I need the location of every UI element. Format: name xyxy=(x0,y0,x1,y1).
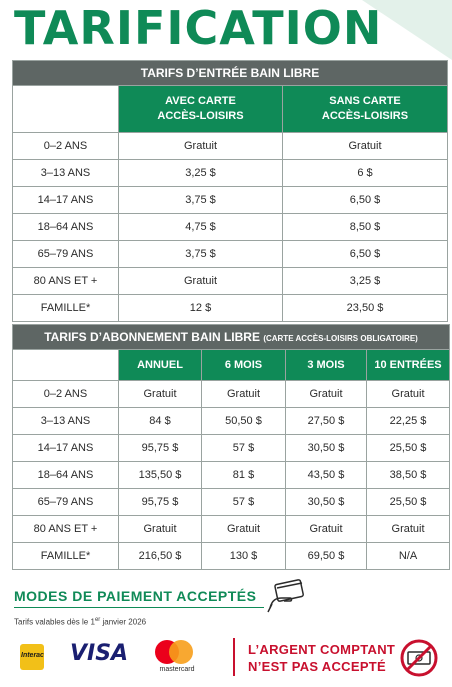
subscription-price: 22,25 $ xyxy=(367,408,450,435)
price-avec-carte: 4,75 $ xyxy=(119,214,283,241)
subscription-price: 50,50 $ xyxy=(202,408,286,435)
table-row xyxy=(13,381,450,408)
red-separator xyxy=(233,638,235,676)
subscription-price: Gratuit xyxy=(119,381,202,408)
validity-note: Tarifs valables dès le 1er janvier 2026 xyxy=(14,617,147,627)
subscription-price: 30,50 $ xyxy=(286,435,367,462)
row-label: 18–64 ANS xyxy=(13,214,119,241)
mastercard-label: mastercard xyxy=(159,666,195,673)
table-row xyxy=(13,295,448,322)
row-label: 18–64 ANS xyxy=(13,462,119,489)
col-header-sans-carte xyxy=(283,86,448,133)
col-header-3-mois: 3 MOIS xyxy=(286,350,367,381)
subscription-price: 57 $ xyxy=(202,435,286,462)
banner-note: (CARTE ACCÈS-LOISIRS OBLIGATOIRE) xyxy=(263,334,418,343)
table-row xyxy=(13,133,448,160)
row-label: 65–79 ANS xyxy=(13,489,119,516)
subscription-price: Gratuit xyxy=(286,381,367,408)
no-cash-line2: N’EST PAS ACCEPTÉ xyxy=(248,659,387,674)
payment-title: MODES DE PAIEMENT ACCEPTÉS xyxy=(14,588,257,604)
price-sans-carte: 3,25 $ xyxy=(283,268,448,295)
price-avec-carte: 3,75 $ xyxy=(119,187,283,214)
table-row xyxy=(13,268,448,295)
subscription-table-banner xyxy=(13,325,450,350)
subscription-price: 81 $ xyxy=(202,462,286,489)
row-label: 3–13 ANS xyxy=(13,408,119,435)
subscription-price: 135,50 $ xyxy=(119,462,202,489)
table-row xyxy=(13,435,450,462)
col-header-6-mois: 6 MOIS xyxy=(202,350,286,381)
row-label: 0–2 ANS xyxy=(13,133,119,160)
card-payment-icon xyxy=(264,578,308,614)
banner-text: TARIFS D’ABONNEMENT BAIN LIBRE xyxy=(44,330,260,344)
subscription-rates-table xyxy=(12,324,450,570)
entry-table-banner: TARIFS D’ENTRÉE BAIN LIBRE xyxy=(13,61,448,86)
no-cash-notice xyxy=(248,641,395,675)
table-row xyxy=(13,543,450,570)
subscription-price: 30,50 $ xyxy=(286,489,367,516)
empty-header-cell xyxy=(13,86,119,133)
row-label: FAMILLE* xyxy=(13,295,119,322)
entry-rates-table xyxy=(12,60,448,322)
subscription-price: 84 $ xyxy=(119,408,202,435)
subscription-price: Gratuit xyxy=(286,516,367,543)
price-avec-carte: 3,25 $ xyxy=(119,160,283,187)
table-row xyxy=(13,160,448,187)
price-avec-carte: Gratuit xyxy=(119,268,283,295)
row-label: FAMILLE* xyxy=(13,543,119,570)
row-label: 80 ANS ET + xyxy=(13,268,119,295)
price-sans-carte: Gratuit xyxy=(283,133,448,160)
subscription-price: N/A xyxy=(367,543,450,570)
table-row xyxy=(13,489,450,516)
price-sans-carte: 23,50 $ xyxy=(283,295,448,322)
subscription-price: 95,75 $ xyxy=(119,489,202,516)
table-row xyxy=(13,516,450,543)
table-row xyxy=(13,241,448,268)
col-header-line: AVEC CARTE xyxy=(165,95,236,107)
col-header-10-entrees: 10 ENTRÉES xyxy=(367,350,450,381)
subscription-price: 25,50 $ xyxy=(367,489,450,516)
price-avec-carte: 3,75 $ xyxy=(119,241,283,268)
row-label: 65–79 ANS xyxy=(13,241,119,268)
subscription-price: Gratuit xyxy=(367,516,450,543)
interac-logo xyxy=(20,644,44,670)
visa-logo: VISA xyxy=(70,641,129,666)
price-avec-carte: Gratuit xyxy=(119,133,283,160)
empty-header-cell xyxy=(13,350,119,381)
col-header-line: ACCÈS-LOISIRS xyxy=(321,110,409,122)
subscription-price: 216,50 $ xyxy=(119,543,202,570)
subscription-price: 130 $ xyxy=(202,543,286,570)
subscription-price: 27,50 $ xyxy=(286,408,367,435)
payment-divider xyxy=(14,607,264,608)
mastercard-orange-circle xyxy=(169,640,193,664)
price-sans-carte: 6,50 $ xyxy=(283,187,448,214)
subscription-price: 95,75 $ xyxy=(119,435,202,462)
subscription-price: 43,50 $ xyxy=(286,462,367,489)
col-header-line: ACCÈS-LOISIRS xyxy=(157,110,244,122)
subscription-price: 25,50 $ xyxy=(367,435,450,462)
price-sans-carte: 6,50 $ xyxy=(283,241,448,268)
mastercard-logo xyxy=(152,638,202,678)
price-avec-carte: 12 $ xyxy=(119,295,283,322)
subscription-price: 69,50 $ xyxy=(286,543,367,570)
no-cash-icon xyxy=(399,638,439,678)
subscription-price: Gratuit xyxy=(202,381,286,408)
page-title: TARIFICATION xyxy=(14,1,383,55)
subscription-price: 38,50 $ xyxy=(367,462,450,489)
subscription-price: Gratuit xyxy=(367,381,450,408)
interac-label: Interac xyxy=(21,652,44,659)
col-header-line: SANS CARTE xyxy=(329,95,401,107)
row-label: 14–17 ANS xyxy=(13,435,119,462)
table-row xyxy=(13,214,448,241)
subscription-price: Gratuit xyxy=(202,516,286,543)
table-row xyxy=(13,187,448,214)
col-header-avec-carte xyxy=(119,86,283,133)
row-label: 3–13 ANS xyxy=(13,160,119,187)
row-label: 0–2 ANS xyxy=(13,381,119,408)
row-label: 14–17 ANS xyxy=(13,187,119,214)
price-sans-carte: 6 $ xyxy=(283,160,448,187)
col-header-annuel: ANNUEL xyxy=(119,350,202,381)
table-row xyxy=(13,408,450,435)
table-row xyxy=(13,462,450,489)
price-sans-carte: 8,50 $ xyxy=(283,214,448,241)
row-label: 80 ANS ET + xyxy=(13,516,119,543)
no-cash-line1: L’ARGENT COMPTANT xyxy=(248,642,396,657)
subscription-price: Gratuit xyxy=(119,516,202,543)
subscription-price: 57 $ xyxy=(202,489,286,516)
